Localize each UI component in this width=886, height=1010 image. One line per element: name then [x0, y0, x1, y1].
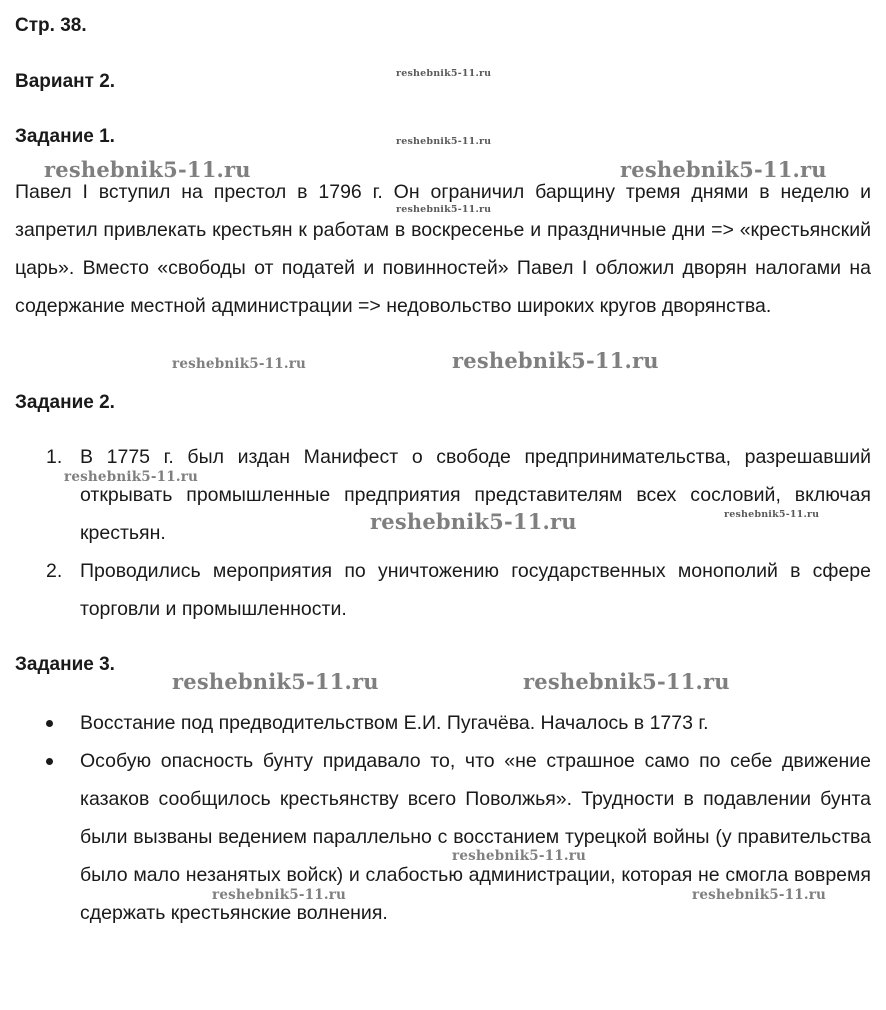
list-number: 1. — [46, 446, 63, 468]
watermark: reshebnik5-11.ru — [396, 204, 492, 215]
task-1-text: Павел I вступил на престол в 1796 г. Он ограничил барщину тремя днями в неделю и запретил привлекать крестьян к работам в воскресенье и праздничные дни => «крестьянский царь». Вместо «свободы от податей и повинностей» Павел I обложил дворян налогами на содержание местной администрации => недовольство широких кругов дворянства. — [15, 181, 871, 317]
list-item-text: Особую опасность бунту придавало то, что «не страшное само по себе движение казаков сообщилось крестьянству всего Поволжья». Трудности в подавлении бунта были вызваны ведением параллельно с восстанием турецкой войны (у правительства было мало незанятых войск) и слабостью администрации, которая не смогла вовремя сдержать крестьянские волнения. — [80, 750, 871, 924]
task-2-list — [0, 438, 871, 628]
watermark: reshebnik5-11.ru — [724, 509, 820, 520]
watermark: reshebnik5-11.ru — [64, 469, 199, 485]
task-3-heading: Задание 3. — [15, 654, 115, 675]
task-3-list — [0, 704, 871, 932]
list-item-text: В 1775 г. был издан Манифест о свободе предпринимательства, разрешавший открывать промышленные предприятия представителям всех сословий, включая крестьян. — [80, 446, 871, 544]
watermark: reshebnik5-11.ru — [452, 848, 587, 864]
bullet-icon — [46, 758, 53, 765]
watermark: reshebnik5-11.ru — [452, 348, 659, 373]
page-label: Стр. 38. — [15, 15, 87, 36]
task-1-heading: Задание 1. — [15, 126, 115, 147]
list-item — [0, 552, 871, 628]
watermark: reshebnik5-11.ru — [396, 136, 492, 147]
list-item-text: Восстание под предводительством Е.И. Пугачёва. Началось в 1773 г. — [80, 712, 709, 734]
bullet-icon — [46, 720, 53, 727]
watermark: reshebnik5-11.ru — [370, 509, 577, 534]
watermark: reshebnik5-11.ru — [396, 68, 492, 79]
task-2-heading: Задание 2. — [15, 392, 115, 413]
list-number: 2. — [46, 560, 63, 582]
list-item-text: Проводились мероприятия по уничтожению государственных монополий в сфере торговли и промышленности. — [80, 560, 871, 620]
variant-heading: Вариант 2. — [15, 71, 116, 92]
list-item — [0, 704, 871, 742]
watermark: reshebnik5-11.ru — [44, 157, 251, 182]
watermark: reshebnik5-11.ru — [172, 356, 307, 372]
watermark: reshebnik5-11.ru — [620, 157, 827, 182]
list-item — [0, 742, 871, 932]
watermark: reshebnik5-11.ru — [212, 887, 347, 903]
list-item — [0, 438, 871, 552]
watermark: reshebnik5-11.ru — [692, 887, 827, 903]
watermark: reshebnik5-11.ru — [172, 669, 379, 694]
watermark: reshebnik5-11.ru — [523, 669, 730, 694]
